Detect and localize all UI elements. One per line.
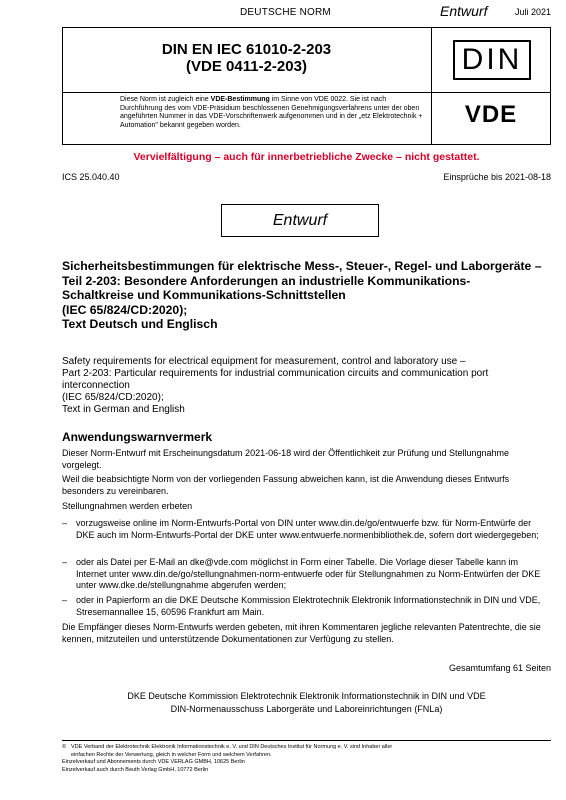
- german-title-line: Text Deutsch und Englisch: [62, 317, 218, 331]
- committee-block: [62, 690, 551, 715]
- english-title-line: Safety requirements for electrical equipment for measurement, control and laboratory use –: [62, 356, 466, 367]
- list-item-text: oder als Datei per E-Mail an dke@vde.com möglichst in Form einer Tabelle. Die Vorlage dieser Tabelle kann im Internet unter www.din.de/go/stellungnahmen-norm-entwuerfe oder für Stellungnahmen zu Norm-Entwürfen der DKE unter www.dke.de/stellungnahme abgerufen werden;: [76, 557, 541, 591]
- standard-number: DIN EN IEC 61010-2-203: [161, 41, 332, 58]
- german-title-line: Sicherheitsbestimmungen für elektrische Mess-, Steuer-, Regel- und Laborgeräte –: [62, 259, 542, 273]
- footer-divider: [62, 740, 551, 741]
- english-title-line: (IEC 65/824/CD:2020);: [62, 392, 164, 404]
- document-type-label: DEUTSCHE NORM: [240, 7, 331, 18]
- paragraph-publication: Dieser Norm-Entwurf mit Erscheinungsdatum 2021-06-18 wird der Öffentlichkeit zur Prüfung und Stellungnahme vorgelegt.: [62, 448, 510, 470]
- footer-line: einfachen Rechte der Verwertung, gleich in welcher Form und welchem Verfahren.: [71, 751, 272, 758]
- footer-line: VDE Verband der Elektrotechnik Elektronik Informationstechnik e. V. und DIN Deutsches Institut für Normung e. V. sind Inhaber aller: [71, 744, 393, 750]
- section-heading: Anwendungswarnvermerk: [62, 430, 213, 444]
- english-title-line: Text in German and English: [62, 404, 185, 416]
- german-title-line: (IEC 65/824/CD:2020);: [62, 302, 188, 317]
- vde-note-suffix: im Sinne von VDE 0022. Sie ist nach Durchführung des vom VDE-Präsidium beschlossenen Genehmigungsverfahrens unter der oben angeführten Nummer in das VDE-Vorschriftenwerk aufgenommen und in der „etz Elektrotechnik + Automation" bekannt gegeben worden.: [120, 96, 423, 129]
- paragraph-deviation: Weil die beabsichtigte Norm von der vorliegenden Fassung abweichen kann, ist die Anwendung dieses Entwurfs besonders zu vereinbaren.: [62, 474, 510, 496]
- objection-deadline: Einsprüche bis 2021-08-18: [443, 172, 551, 182]
- paragraph-patents: Die Empfänger dieses Norm-Entwurfs werden gebeten, mit ihren Kommentaren jegliche relevanten Patentrechte, die sie kennen, mitzuteilen und unterstützende Dokumentationen zur Verfügung zu stellen.: [62, 622, 541, 644]
- standard-number-block: [62, 41, 431, 75]
- total-pages: Gesamtumfang 61 Seiten: [448, 663, 551, 673]
- vde-logo: VDE: [464, 101, 518, 128]
- list-item: [62, 595, 551, 618]
- din-logo: DIN: [453, 40, 531, 80]
- copyright-symbol: ©: [62, 744, 67, 750]
- list-dash: –: [62, 518, 68, 528]
- title-block-column-divider: [431, 27, 432, 145]
- list-dash: –: [62, 595, 68, 605]
- vde-note: [120, 96, 426, 130]
- committee-line: DKE Deutsche Kommission Elektrotechnik Elektronik Informationstechnik in DIN und VDE: [127, 691, 486, 701]
- german-title: [62, 259, 542, 332]
- draft-box: Entwurf: [221, 204, 379, 237]
- title-block-divider: [62, 92, 551, 93]
- list-item-text: vorzugsweise online im Norm-Entwurfs-Portal von DIN unter www.din.de/go/entwuerfe bzw. für Norm-Entwürfe der DKE auch im Norm-Entwurfs-Portal der DKE unter www.entwuerfe.normenbibliothek.de, sofern dort wiedergegeben;: [76, 518, 539, 540]
- vde-note-bold: VDE-Bestimmung: [210, 96, 270, 103]
- reproduction-warning: Vervielfältigung – auch für innerbetriebliche Zwecke – nicht gestattet.: [133, 151, 480, 163]
- list-dash: –: [62, 557, 68, 567]
- paragraph-comments-requested: Stellungnahmen werden erbeten: [62, 501, 193, 511]
- list-item-text: oder in Papierform an die DKE Deutsche Kommission Elektrotechnik Elektronik Informationstechnik in DIN und VDE, Stresemannallee 15, 60596 Frankfurt am Main.: [76, 595, 541, 617]
- vde-note-prefix: Diese Norm ist zugleich eine: [120, 96, 211, 103]
- english-title-line: Part 2-203: Particular requirements for industrial communication circuits and communication port interconnection: [62, 368, 489, 392]
- draft-label: Entwurf: [440, 3, 488, 19]
- list-item: [62, 518, 551, 541]
- list-item: [62, 557, 551, 592]
- publication-date: Juli 2021: [515, 7, 552, 17]
- english-title: [62, 356, 551, 416]
- footer-line: Einzelverkauf und Abonnements durch VDE VERLAG GMBH, 10625 Berlin: [62, 759, 245, 765]
- footer-line: Einzelverkauf auch durch Beuth Verlag GmbH, 10772 Berlin: [62, 766, 209, 773]
- ics-code: ICS 25.040.40: [62, 172, 120, 182]
- vde-number: (VDE 0411-2-203): [186, 58, 307, 75]
- committee-line: DIN-Normenausschuss Laborgeräte und Laboreinrichtungen (FNLa): [170, 703, 443, 714]
- german-title-line: Teil 2-203: Besondere Anforderungen an industrielle Kommunikations-Schaltkreise und Kommunikations-Schnittstellen: [62, 273, 471, 302]
- footer: [62, 744, 551, 774]
